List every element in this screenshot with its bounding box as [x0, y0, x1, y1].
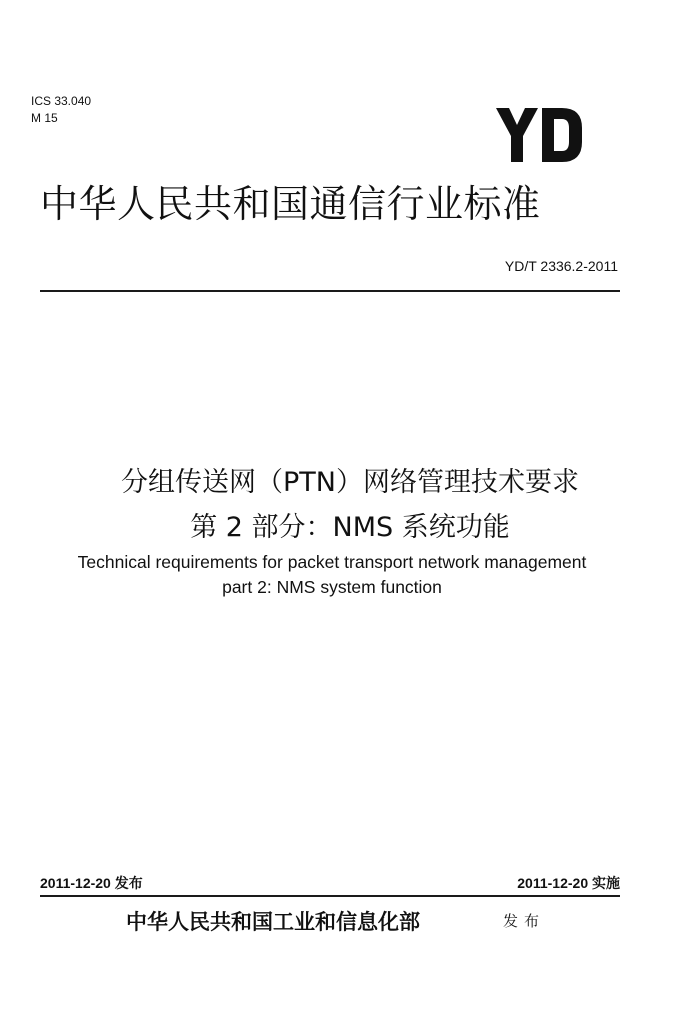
ics-code: ICS 33.040 [31, 94, 92, 108]
classification-code: M 15 [31, 111, 58, 125]
footer-divider [40, 895, 620, 897]
chinese-title-line-1: 分组传送网（PTN）网络管理技术要求 [121, 467, 579, 498]
publish-date: 2011-12-20 发布 [40, 875, 143, 891]
issuing-authority: 中华人民共和国工业和信息化部 [126, 909, 420, 934]
org-title: 中华人民共和国通信行业标准 [40, 182, 541, 226]
english-title-line-1: Technical requirements for packet transport network management [77, 552, 587, 572]
standard-number: YD/T 2336.2-2011 [504, 258, 618, 274]
yd-logo [496, 108, 582, 162]
english-title-line-2: part 2: NMS system function [222, 577, 442, 597]
implement-date: 2011-12-20 实施 [517, 875, 620, 891]
classification-codes [31, 93, 91, 127]
header-divider [40, 290, 620, 292]
chinese-title-line-2: 第 2 部分：NMS 系统功能 [190, 512, 510, 543]
issuer-suffix: 发布 [503, 912, 546, 930]
